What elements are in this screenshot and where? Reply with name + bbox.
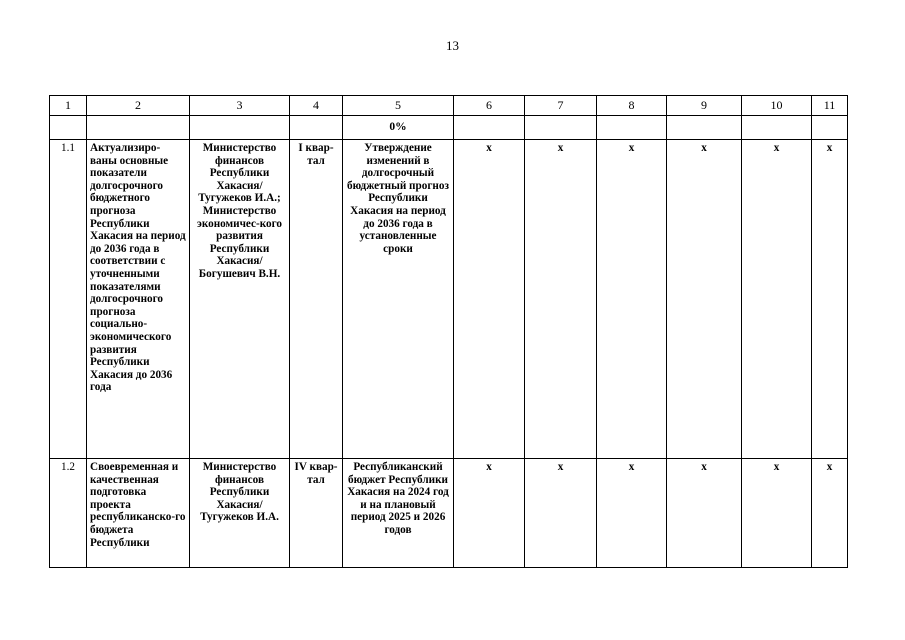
value-cell: x — [454, 140, 525, 459]
subheader-cell — [50, 116, 87, 140]
subheader-cell — [597, 116, 667, 140]
header-cell-5: 5 — [343, 96, 454, 116]
measure-name: Актуализиро-ваны основные показатели долгосрочного бюджетного прогноза Республики Хакасия на период до 2036 года в соответствии с уточненными показателями долгосрочного прогноза социально-экономического развития Республики Хакасия до 2036 года — [87, 140, 190, 459]
page-number: 13 — [446, 38, 459, 53]
value-cell: x — [454, 459, 525, 568]
subheader-cell — [190, 116, 290, 140]
value-cell: x — [597, 459, 667, 568]
responsible: Министерство финансов Республики Хакасия/ Тугужеков И.А.; Министерство экономичес-кого развития Республики Хакасия/ Богушевич В.Н. — [190, 140, 290, 459]
subheader-cell — [525, 116, 597, 140]
result: Республиканский бюджет Республики Хакасия на 2024 год и на плановый период 2025 и 2026 годов — [343, 459, 454, 568]
subheader-cell — [667, 116, 742, 140]
value-cell: x — [597, 140, 667, 459]
header-cell-10: 10 — [742, 96, 812, 116]
subheader-cell — [290, 116, 343, 140]
subheader-cell — [87, 116, 190, 140]
header-cell-7: 7 — [525, 96, 597, 116]
measure-name: Своевременная и качественная подготовка проекта республиканско-го бюджета Республики — [87, 459, 190, 568]
term: IV квар-тал — [290, 459, 343, 568]
value-cell: x — [812, 459, 848, 568]
value-cell: x — [742, 459, 812, 568]
subheader-percent: 0% — [343, 116, 454, 140]
subheader-cell — [742, 116, 812, 140]
header-cell-3: 3 — [190, 96, 290, 116]
plan-table — [49, 95, 848, 568]
row-number: 1.2 — [50, 459, 87, 568]
row-number: 1.1 — [50, 140, 87, 459]
term: I квар-тал — [290, 140, 343, 459]
value-cell: x — [812, 140, 848, 459]
header-cell-2: 2 — [87, 96, 190, 116]
header-row — [50, 96, 848, 116]
value-cell: x — [667, 459, 742, 568]
value-cell: x — [525, 140, 597, 459]
table-row — [50, 459, 848, 568]
header-cell-9: 9 — [667, 96, 742, 116]
header-cell-1: 1 — [50, 96, 87, 116]
header-cell-8: 8 — [597, 96, 667, 116]
table-row — [50, 140, 848, 459]
value-cell: x — [742, 140, 812, 459]
result: Утверждение изменений в долгосрочный бюджетный прогноз Республики Хакасия на период до 2036 года в установленные сроки — [343, 140, 454, 459]
subheader-cell — [812, 116, 848, 140]
subheader-cell — [454, 116, 525, 140]
subheader-row — [50, 116, 848, 140]
header-cell-6: 6 — [454, 96, 525, 116]
responsible: Министерство финансов Республики Хакасия/ Тугужеков И.А. — [190, 459, 290, 568]
header-cell-11: 11 — [812, 96, 848, 116]
header-cell-4: 4 — [290, 96, 343, 116]
value-cell: x — [667, 140, 742, 459]
value-cell: x — [525, 459, 597, 568]
